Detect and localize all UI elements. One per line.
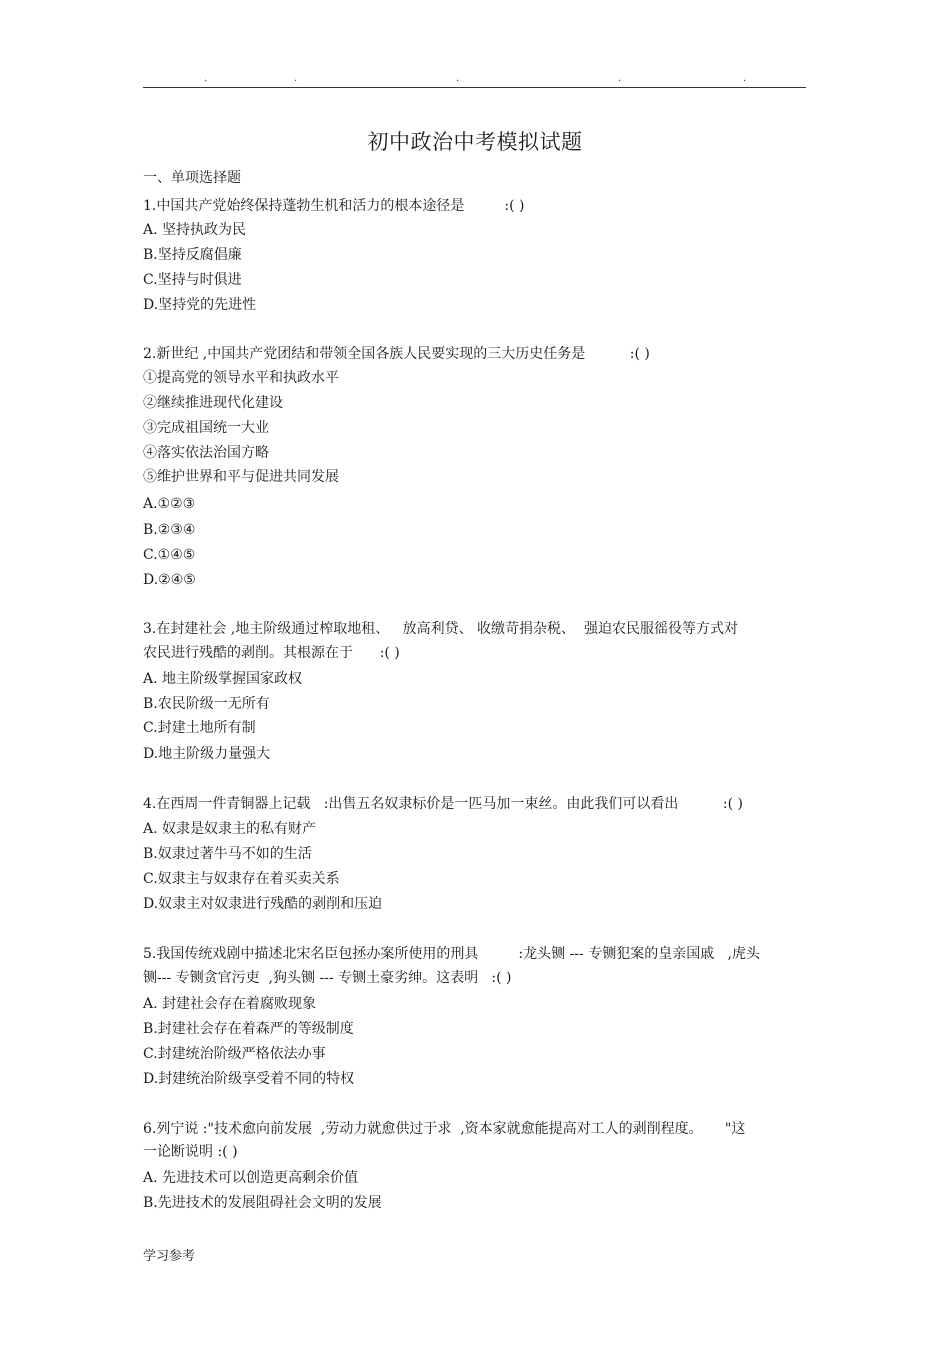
question-item: ②继续推进现代化建设 <box>143 395 283 411</box>
option-d: D.②④⑤ <box>143 572 196 588</box>
page-footer: 学习参考 <box>143 1249 196 1264</box>
option-b: B.先进技术的发展阻碍社会文明的发展 <box>143 1195 382 1211</box>
question-stem: 一论断说明 :( ) <box>143 1144 238 1160</box>
option-a: A. 奴隶是奴隶主的私有财产 <box>143 821 317 837</box>
option-d: D.坚持党的先进性 <box>143 297 257 313</box>
question-stem: 4.在西周一件青铜器上记载 :出售五名奴隶标价是一匹马加一束丝。由此我们可以看出 :( ) <box>143 796 744 812</box>
question-stem: 铡--- 专铡贪官污吏 ,狗头铡 --- 专铡土豪劣绅。这表明 :( ) <box>143 970 512 986</box>
option-c: C.①④⑤ <box>143 547 196 563</box>
header-dot: . <box>204 73 208 84</box>
option-a: A. 地主阶级掌握国家政权 <box>143 671 303 687</box>
option-c: C.封建土地所有制 <box>143 720 256 736</box>
question-item: ④落实依法治国方略 <box>143 445 269 461</box>
option-d: D.奴隶主对奴隶进行残酷的剥削和压迫 <box>143 896 383 912</box>
option-a: A. 先进技术可以创造更高剩余价值 <box>143 1170 359 1186</box>
option-c: C.封建统治阶级严格依法办事 <box>143 1046 326 1062</box>
option-d: D.封建统治阶级享受着不同的特权 <box>143 1071 355 1087</box>
option-b: B.封建社会存在着森严的等级制度 <box>143 1021 354 1037</box>
option-c: C.坚持与时俱进 <box>143 272 242 288</box>
header-dot: . <box>294 73 298 84</box>
question-stem: 农民进行残酷的剥削。其根源在于 :( ) <box>143 645 400 661</box>
question-item: ③完成祖国统一大业 <box>143 420 269 436</box>
option-b: B.农民阶级一无所有 <box>143 696 270 712</box>
header-dot: . <box>456 73 460 84</box>
option-b: B.坚持反腐倡廉 <box>143 247 242 263</box>
question-stem: 1.中国共产党始终保持蓬勃生机和活力的根本途径是 :( ) <box>143 198 525 214</box>
option-b: B.②③④ <box>143 522 196 538</box>
option-a: A. 封建社会存在着腐败现象 <box>143 996 317 1012</box>
question-stem: 6.列宁说 :"技术愈向前发展 ,劳动力就愈供过于求 ,资本家就愈能提高对工人的剥削程度。 "这 <box>143 1121 746 1137</box>
page-title: 初中政治中考模拟试题 <box>367 130 583 154</box>
question-item: ⑤维护世界和平与促进共同发展 <box>143 469 339 485</box>
section-heading: 一、单项选择题 <box>143 170 241 186</box>
header-rule <box>143 87 806 88</box>
option-b: B.奴隶过著牛马不如的生活 <box>143 846 312 862</box>
header-dot: . <box>743 73 747 84</box>
option-a: A. 坚持执政为民 <box>143 222 247 238</box>
question-stem: 5.我国传统戏剧中描述北宋名臣包拯办案所使用的刑具 :龙头铡 --- 专铡犯案的皇亲国戚 ,虎头 <box>143 946 761 962</box>
option-c: C.奴隶主与奴隶存在着买卖关系 <box>143 871 340 887</box>
option-d: D.地主阶级力量强大 <box>143 746 271 762</box>
header-dot: . <box>618 73 622 84</box>
option-a: A.①②③ <box>143 496 196 512</box>
question-stem: 3.在封建社会 ,地主阶级通过榨取地租、 放高利贷、 收缴苛捐杂税、 强迫农民服徭役等方式对 <box>143 621 738 637</box>
question-item: ①提高党的领导水平和执政水平 <box>143 370 339 386</box>
question-stem: 2.新世纪 ,中国共产党团结和带领全国各族人民要实现的三大历史任务是 :( ) <box>143 346 650 362</box>
